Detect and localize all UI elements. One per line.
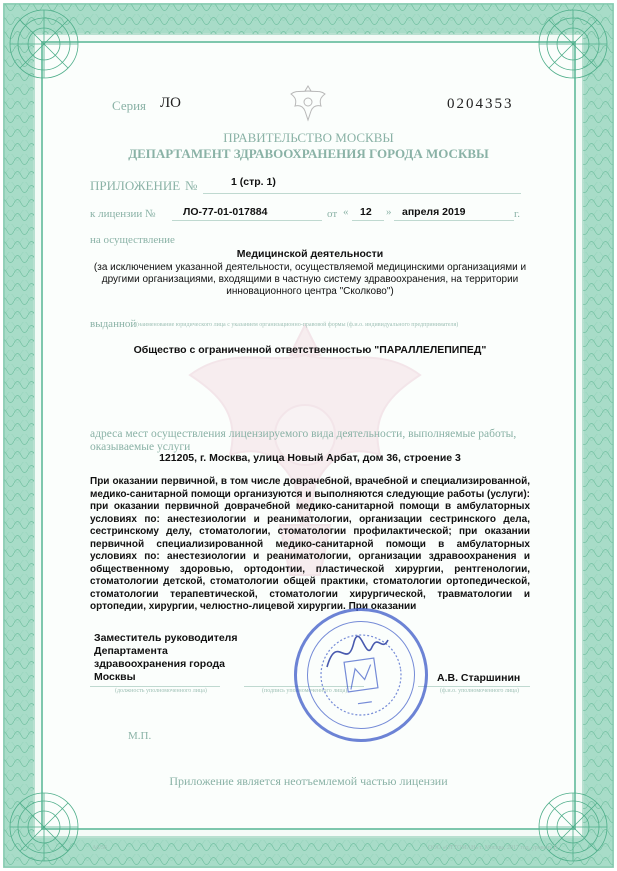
license-month-year: апреля 2019 xyxy=(402,206,466,218)
name-hint: (ф.и.о. уполномоченного лица) xyxy=(440,688,519,694)
signature-hint: (подпись уполномоченного лица) xyxy=(262,688,348,694)
license-number: ЛО-77-01-017884 xyxy=(183,206,268,218)
print-code-left: А6/56 xyxy=(92,845,107,851)
address-label: адреса мест осуществления лицензируемого вида деятельности, выполняемые работы, оказываемые услуги xyxy=(90,428,517,453)
position-line-1: Заместитель руководителя xyxy=(94,632,238,644)
issued-label: выданной xyxy=(90,318,137,330)
appendix-label: ПРИЛОЖЕНИЕ xyxy=(90,178,181,193)
day-underline xyxy=(352,220,384,221)
corner-rosette-bottom-left xyxy=(6,789,82,865)
services-text: При оказании первичной, в том числе доврачебной, врачебной и специализированной, медико-санитарной помощи организуются и выполняются следующие работы (услуги): при оказании первичной доврачебной медико-санитарной помощи в амбулаторных условиях по: анестезиологии и реаниматологии, организации сестринского дела, сестринскому делу, стоматологии, стоматологии профилактической; при оказании первичной специализированной медико-санитарной помощи в амбулаторных условиях по: анестезиологии и реаниматологии, организации здравоохранения и общественному здоровью, ортодонтии, пластической хирургии, рентгенологии, стоматологии детской, стоматологии общей практики, стоматологии ортопедической, стоматологии терапевтической, стоматологии хирургической, травматологии и ортопедии, хирургии, челюстно-лицевой хирургии. При оказании xyxy=(90,476,530,612)
quote-close: » xyxy=(386,206,392,218)
license-from-label: от xyxy=(327,208,338,220)
activity-label: на осуществление xyxy=(90,234,175,246)
corner-rosette-top-left xyxy=(6,6,82,82)
print-code-right: ООО «ОТТОМАН» г. Москва, 2017 год, уровень В xyxy=(428,845,558,851)
footer-note: Приложение является неотъемлемой частью лицензии xyxy=(169,774,448,788)
department-title: ДЕПАРТАМЕНТ ЗДРАВООХРАНЕНИЯ ГОРОДА МОСКВЫ xyxy=(128,146,489,161)
corner-rosette-bottom-right xyxy=(535,789,611,865)
address-value: 121205, г. Москва, улица Новый Арбат, дом 36, строение 3 xyxy=(159,452,461,464)
month-year-underline xyxy=(394,220,514,221)
appendix-value: 1 (стр. 1) xyxy=(231,176,276,188)
coat-of-arms-icon xyxy=(287,82,329,124)
issued-hint: (наименование юридического лица с указанием организационно-правовой формы (ф.и.о. индивидуального предпринимателя) xyxy=(136,322,459,328)
license-day: 12 xyxy=(360,206,372,218)
handwritten-signature-icon xyxy=(322,612,392,682)
organization-name: Общество с ограниченной ответственностью "ПАРАЛЛЕЛЕПИПЕД" xyxy=(133,344,487,356)
activity-title: Медицинской деятельности xyxy=(236,248,384,260)
license-number-underline xyxy=(172,220,322,221)
activity-note: (за исключением указанной деятельности, осуществляемой медицинскими организациями и другими организациями, входящими в частную систему здравоохранения, на территории инновационного центра "Сколково") xyxy=(93,262,527,297)
government-title: ПРАВИТЕЛЬСТВО МОСКВЫ xyxy=(223,130,394,145)
quote-open: « xyxy=(343,206,349,218)
stamp-place-label: М.П. xyxy=(128,730,152,742)
position-line-2: Департамента xyxy=(94,645,168,657)
name-underline xyxy=(418,686,530,687)
position-hint: (должность уполномоченного лица) xyxy=(115,688,207,694)
position-line-4: Москвы xyxy=(94,671,136,683)
form-number: 0204353 xyxy=(447,96,514,112)
series-label: Серия xyxy=(112,98,147,113)
appendix-underline xyxy=(203,193,521,194)
year-suffix: г. xyxy=(514,208,521,220)
signatory-position xyxy=(94,632,237,684)
series-value: ЛО xyxy=(160,95,182,111)
license-label: к лицензии № xyxy=(90,208,156,220)
corner-rosette-top-right xyxy=(535,6,611,82)
signatory-name: А.В. Старшинин xyxy=(437,672,521,684)
position-line-3: здравоохранения города xyxy=(94,658,225,670)
appendix-num-sign: № xyxy=(185,178,198,193)
position-underline xyxy=(90,686,220,687)
